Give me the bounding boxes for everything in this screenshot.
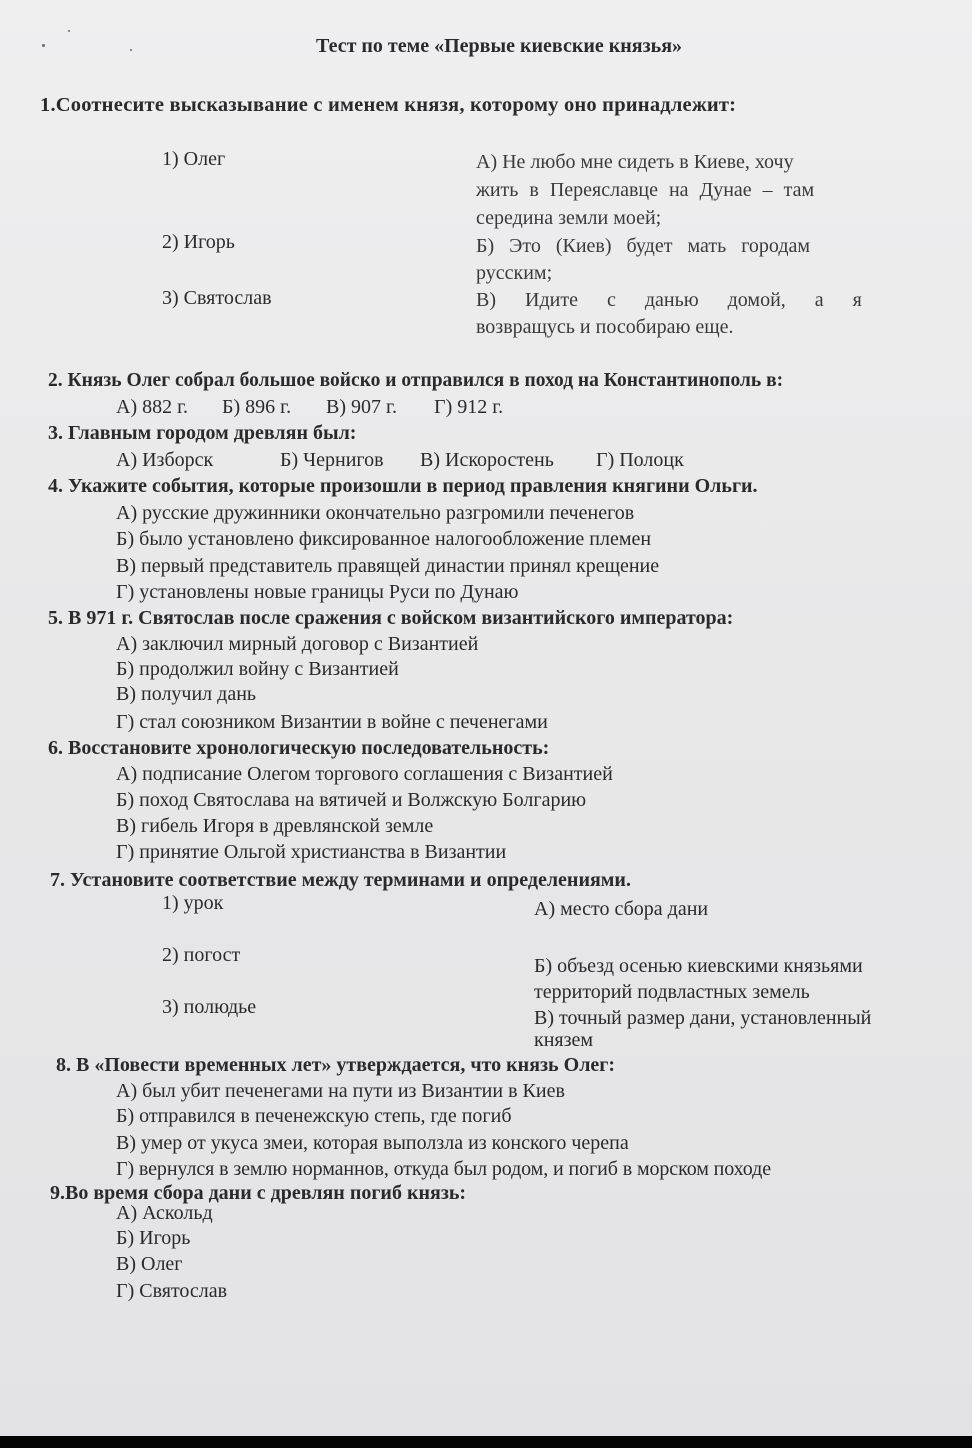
page-title: Тест по теме «Первые киевские князья» [316,35,683,57]
q1-quote-line: возвращусь и пособираю еще. [476,316,734,338]
bottom-edge [0,1436,972,1448]
q5-option-a: А) заключил мирный договор с Византией [116,633,479,655]
question-5: 5. В 971 г. Святослав после сражения с войском византийского императора: [48,607,734,629]
q9-option-b: Б) Игорь [116,1227,191,1249]
q8-option-c: В) умер от укуса змеи, которая выползла из конского черепа [116,1132,629,1154]
question-3: 3. Главным городом древлян был: [48,422,357,444]
q2-option-d: Г) 912 г. [434,396,504,418]
q8-option-d: Г) вернулся в землю норманнов, откуда был родом, и погиб в морском походе [116,1158,771,1180]
q1-quote-line: середина земли моей; [476,207,662,229]
q3-option-a: А) Изборск [116,449,214,471]
question-6: 6. Восстановите хронологическую последовательность: [48,737,550,759]
q7-term-2: 2) погост [162,944,241,966]
q3-option-d: Г) Полоцк [596,449,684,471]
q7-definition-line: В) точный размер дани, установленный [534,1007,872,1029]
q7-definition-line: князем [534,1029,594,1051]
q1-quote-line: В) Идите с данью домой, а я [476,289,862,311]
q7-term-1: 1) урок [162,892,224,914]
q4-option-a: А) русские дружинники окончательно разгромили печенегов [116,502,635,524]
q1-quote-line: Б) Это (Киев) будет мать городам [476,235,811,257]
q7-definition-line: территорий подвластных земель [534,981,810,1003]
q5-option-b: Б) продолжил войну с Византией [116,658,399,680]
question-4: 4. Укажите события, которые произошли в период правления княгини Ольги. [48,475,758,497]
q6-option-b: Б) поход Святослава на вятичей и Волжскую Болгарию [116,789,587,811]
q6-option-c: В) гибель Игоря в древлянской земле [116,815,434,837]
speck [68,30,70,32]
question-7: 7. Установите соответствие между терминами и определениями. [50,869,631,891]
q9-option-c: В) Олег [116,1253,183,1275]
q6-option-a: А) подписание Олегом торгового соглашения с Византией [116,763,613,785]
q6-option-d: Г) принятие Ольгой христианства в Византии [116,841,507,863]
question-8: 8. В «Повести временных лет» утверждается, что князь Олег: [56,1054,616,1076]
q1-quote-line: А) Не любо мне сидеть в Киеве, хочу [476,151,794,173]
q9-option-a: А) Аскольд [116,1202,213,1224]
q2-option-c: В) 907 г. [326,396,397,418]
q3-option-c: В) Искоростень [420,449,554,471]
q2-option-b: Б) 896 г. [222,396,292,418]
q7-definition-line: А) место сбора дани [534,898,709,920]
q7-definition-line: Б) объезд осенью киевскими князьями [534,955,863,977]
q2-option-a: А) 882 г. [116,396,189,418]
q1-name-1: 1) Олег [162,148,226,170]
q1-quote-line: русским; [476,262,553,284]
q5-option-c: В) получил дань [116,683,257,705]
speck [130,49,132,51]
q5-option-d: Г) стал союзником Византии в войне с печенегами [116,711,548,733]
q1-name-2: 2) Игорь [162,231,235,253]
q8-option-a: А) был убит печенегами на пути из Византии в Киев [116,1080,565,1102]
q4-option-d: Г) установлены новые границы Руси по Дунаю [116,581,519,603]
q1-quote-line: жить в Переяславце на Дунае – там [476,179,815,201]
question-1: 1.Соотнесите высказывание с именем князя, которому оно принадлежит: [40,94,737,116]
q9-option-d: Г) Святослав [116,1280,228,1302]
speck [42,44,45,47]
q3-option-b: Б) Чернигов [280,449,384,471]
q4-option-c: В) первый представитель правящей династии принял крещение [116,555,660,577]
q4-option-b: Б) было установлено фиксированное налогообложение племен [116,528,652,550]
question-9: 9.Во время сбора дани с древлян погиб князь: [50,1182,467,1204]
q1-name-3: 3) Святослав [162,287,272,309]
q7-term-3: 3) полюдье [162,996,257,1018]
q8-option-b: Б) отправился в печенежскую степь, где погиб [116,1105,512,1127]
question-2: 2. Князь Олег собрал большое войско и отправился в поход на Константинополь в: [48,370,784,391]
